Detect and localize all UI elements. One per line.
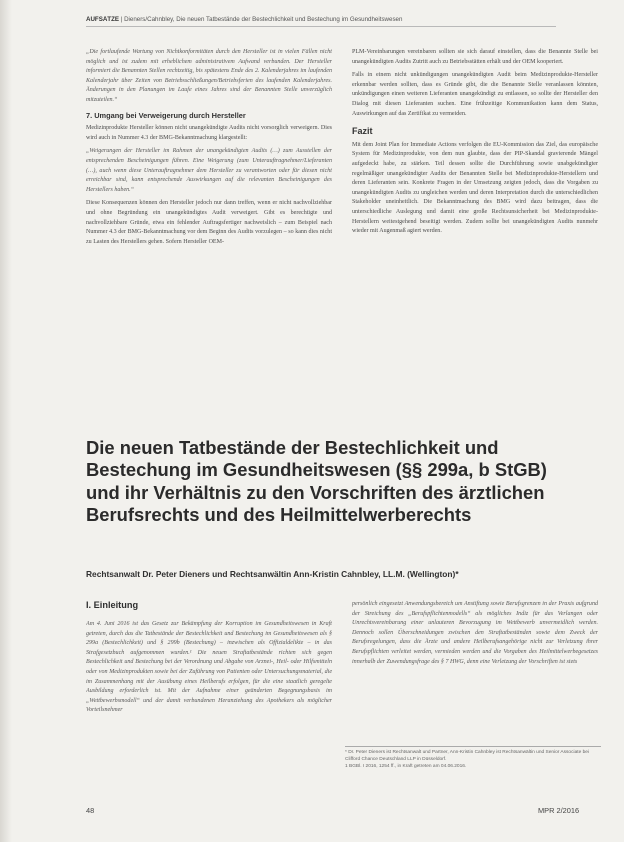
running-head-separator: | xyxy=(120,16,125,23)
body-paragraph: Medizinprodukte Hersteller können nicht unangekündigte Audits nicht vorsorglich verweigern. Dies wird auch in Nummer 4.3 der BMG-Bekanntmachung klargestellt: xyxy=(86,125,332,141)
body-paragraph: persönlich eingesetzt Anwendungsbereich um Anstiftung sowie Berufsgrenzen in der Praxis aufgrund der Streichung des „Berufspflichtenmodells“ als mögliches Indiz für das Verlangen oder Unrechtsvereinbarung einer unlauteren Bevorzugung im Wettbewerb unvermeidlich werden. Dennoch sollen Überschneidungen zwischen den Straftatbeständen sowie dem Zweck der Berufsregelungen, dass die Ärzte und andere Heilberufsangehörige nicht zur Verletzung ihrer Berufspflichten verleitet werden, vermieden werden und die Vorgaben des Heilmittelwerbegesetzes innerhalb der Zuwendungsfrage des § 7 HWG, denn eine Verletzung der Vorschriften ist stets xyxy=(352,601,598,665)
fazit-heading: Fazit xyxy=(352,126,373,137)
footnotes xyxy=(345,746,601,772)
article-authors: Rechtsanwalt Dr. Peter Dieners und Rechtsanwältin Ann-Kristin Cahnbley, LL.M. (Wellington)* xyxy=(86,569,459,579)
page-number: 48 xyxy=(86,806,95,815)
footnote: * Dr. Peter Dieners ist Rechtsanwalt und Partner, Ann-Kristin Cahnbley ist Rechtsanwältin und Senior Associate bei Clifford Chance Deutschland LLP in Düsseldorf. xyxy=(345,750,589,762)
body-paragraph: Mit dem Joint Plan for Immediate Actions verfolgen die EU-Kommission das Ziel, das europäische System für Medizinprodukte, von dem nun glaubte, dass der PIP-Skandal gravierende Mängel aufgedeckt habe, zu stärken. Teil dessen sollte die Durchführung sowie unabgekündigter regelmäßiger unangekündigter Audits der Benannten Stelle bei Medizinprodukte-Herstellern und deren Lieferanten sein. Konkrete Fragen in der Umsetzung zeigten jedoch, dass die Vorgaben zu unangekündigten Audits zu ungleichen werden und deren Interpretation durch die unterschiedlichen Stakeholder uneinheitlich. Die Bekanntmachung des BMG wird dazu beitragen, dass die unterschiedliche Auslegung und damit eine große Rechtsunsicherheit bei Medizinprodukte-Herstellern weitestgehend beseitigt werden. Zudem sollte bei unangekündigten Audits nunmehr wieder mit Augenmaß agiert werden. xyxy=(352,141,598,235)
article-right-column xyxy=(352,600,598,740)
body-paragraph: Am 4. Juni 2016 ist das Gesetz zur Bekämpfung der Korruption im Gesundheitswesen in Kraft getreten, durch das die Tatbestände der Bestechlichkeit und Bestechung im Gesundheitswesen als § 299a (Bestechlichkeit) und § 299b (Bestechung) – inzwischen als Offizialdelikte – in das Strafgesetzbuch aufgenommen wurden.¹ Die neuen Straftatbestände richten sich gegen Bestechlichkeit und Bestechung bei der Verordnung und Abgabe von Arznei-, Heil- oder Hilfsmitteln oder von Medizinprodukten sowie bei der Zuführung von Patienten oder Untersuchungsmaterial, die im Zusammenhang mit der Ausübung eines Heilberufs erfolgen, für die eine staatlich geregelte Ausbildung erforderlich ist. Mit der Aufnahme einer geänderten Begegnungsbasis im „Wettbewerbsmodell“ und der damit verbundenen Heranziehung des Apothekers als möglicher Vorteilsnehmer xyxy=(86,621,332,714)
body-paragraph: Diese Konsequenzen können den Hersteller jedoch nur dann treffen, wenn er nicht nachvollziehbar und ohne Begründung ein unangekündigtes Audit verweigert. Gibt es berechtigte und nachvollziehbare Gründe, etwa ein fehlender Auftragsfertiger nachweislich – zum Beispiel nach Nummer 4.3 der BMG-Bekanntmachung vor dem Beginn des Audits vorzulegen – so kann dies nicht zu Lasten des Herstellers gehen. Sofern Hersteller OEM- xyxy=(86,200,332,245)
section-heading-einleitung: I. Einleitung xyxy=(86,600,139,610)
top-right-column xyxy=(352,48,598,396)
quote-paragraph: „Die fortlaufende Wartung von Nichtkonformitäten durch den Hersteller ist in vielen Fällen nicht möglich und ist zudem mit erheblichem administrativem Aufwand verbunden. Der Hersteller informiert die Benannten Stellen rechtzeitig, bis spätestens Ende des 2. Kalenderjahres im laufenden Kalenderjahr über Zeiten von Betriebsschließungen/Betriebsferien des laufenden Kalenderjahres. Änderungen in den Planungen im Laufe eines Jahres sind der Benannten Stelle unverzüglich mitzuteilen.“ xyxy=(86,49,332,103)
article-left-column xyxy=(86,620,332,796)
top-left-column xyxy=(86,48,332,396)
body-paragraph: PLM-Vereinbarungen vereinbaren sollten sie sich darauf einstellen, dass die Benannte Stelle bei unangekündigten Audits Zutritt auch zu Betriebsstätten erhält und der OEM kooperiert. xyxy=(352,49,598,65)
scan-shadow xyxy=(0,0,12,842)
running-head-section: AUFSÄTZE xyxy=(86,16,119,23)
quote-paragraph: „Weigerungen der Hersteller im Rahmen der unangekündigten Audits (…) zum Ausstellen der entsprechenden Bescheinigungen führen. Eine Weigerung (zum Unterauftragnehmer/Lieferanten (…), auch wenn diese Unterauftragnehmer dem Hersteller zu verantworten oder für diesen nicht erreichbar sind, kann entsprechende Auswirkungen auf die relevanten Bescheinigungen des Herstellers haben.“ xyxy=(86,148,332,193)
body-paragraph: Falls in einem nicht unkündigungen unangekündigten Audit beim Medizinprodukte-Hersteller erkennbar werden sollten, dass es Gründe gibt, die die Benannte Stelle veranlassen könnten, unkündigungen einen weiteren Lieferanten unangekündigt zu entlassen, so sollte der Hersteller den Dialog mit diesen Lieferanten suchen. Eine frühzeitige Kommunikation kann dem Status, Auswirkungen auf das Zertifikat zu vermeiden. xyxy=(352,72,598,117)
article-title: Die neuen Tatbestände der Bestechlichkeit und Bestechung im Gesundheitswesen (§§ 299a, b StGB) und ihr Verhältnis zu den Vorschriften des ärztlichen Berufsrechts und des Heilmittelwerberechts xyxy=(86,437,547,526)
section-heading: 7. Umgang bei Verweigerung durch Hersteller xyxy=(86,110,246,120)
running-head-text: Dieners/Cahnbley, Die neuen Tatbestände der Bestechlichkeit und Bestechung im Gesundheitswesen xyxy=(124,16,403,23)
running-head xyxy=(86,16,556,27)
footnote: 1 BGBl. I 2016, 1254 ff., in Kraft getreten am 04.06.2016. xyxy=(345,764,467,770)
journal-issue: MPR 2/2016 xyxy=(538,806,580,815)
